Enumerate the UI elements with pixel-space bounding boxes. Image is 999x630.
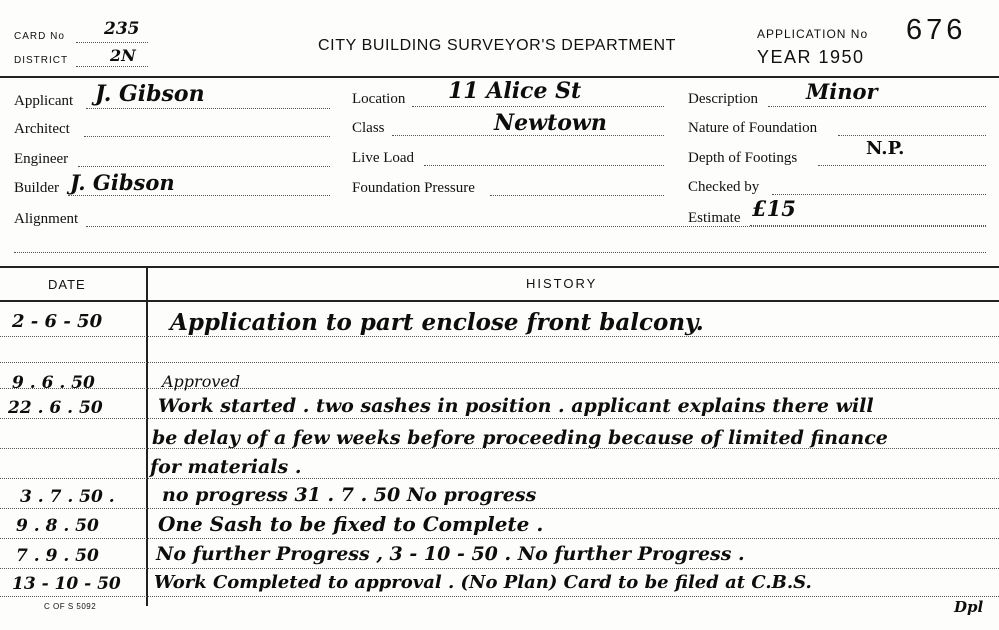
applicant-value: J. Gibson — [95, 81, 205, 107]
history-date: 2 - 6 - 50 — [12, 311, 103, 332]
location-value: 11 Alice St — [448, 78, 582, 104]
nature-of-foundation-label: Nature of Foundation — [688, 120, 818, 136]
application-no-label: APPLICATION No — [757, 27, 869, 41]
history-text: Work started . two sashes in position . applicant explains there will — [158, 395, 874, 417]
year-label: YEAR 1950 — [757, 47, 865, 67]
history-column-header: HISTORY — [526, 276, 598, 291]
depth-of-footings-value: N.P. — [866, 138, 905, 159]
foundation-pressure-label: Foundation Pressure — [352, 180, 475, 196]
department-title: CITY BUILDING SURVEYOR'S DEPARTMENT — [318, 37, 677, 54]
clerk-initials: Dpl — [954, 598, 984, 616]
location-label: Location — [352, 91, 406, 107]
description-label: Description — [688, 91, 758, 107]
card-no-label: CARD No — [14, 31, 65, 42]
history-text: One Sash to be fixed to Complete . — [158, 512, 544, 536]
application-no-value: 676 — [906, 14, 967, 46]
alignment-label: Alignment — [14, 211, 79, 227]
engineer-label: Engineer — [14, 151, 69, 167]
history-date: 13 - 10 - 50 — [12, 574, 121, 594]
history-top-rule — [0, 266, 999, 268]
builder-value: J. Gibson — [70, 170, 175, 195]
history-date: 9 . 6 . 50 — [12, 373, 95, 393]
date-column-divider — [146, 266, 148, 606]
district-value: 2N — [110, 46, 136, 65]
history-text: no progress 31 . 7 . 50 No progress — [162, 484, 537, 506]
live-load-label: Live Load — [352, 150, 415, 166]
estimate-value: £15 — [752, 196, 796, 221]
history-text: No further Progress , 3 - 10 - 50 . No further Progress . — [156, 543, 745, 565]
date-column-header: DATE — [48, 277, 86, 292]
history-date: 7 . 9 . 50 — [16, 546, 99, 566]
card-no-value: 235 — [104, 19, 140, 39]
history-text: Work Completed to approval . (No Plan) Card to be filed at C.B.S. — [154, 572, 812, 593]
estimate-label: Estimate — [688, 210, 741, 226]
history-header-rule — [0, 300, 999, 302]
history-text: Approved — [162, 372, 241, 391]
checked-by-label: Checked by — [688, 179, 760, 195]
class-value: Newtown — [494, 110, 607, 136]
depth-of-footings-label: Depth of Footings — [688, 150, 798, 166]
history-text: for materials . — [150, 456, 302, 478]
history-date: 9 . 8 . 50 — [16, 516, 99, 536]
description-value: Minor — [806, 79, 878, 104]
history-text: be delay of a few weeks before proceeding because of limited finance — [152, 427, 888, 449]
class-label: Class — [352, 120, 385, 136]
builder-label: Builder — [14, 180, 59, 196]
applicant-label: Applicant — [14, 93, 74, 109]
architect-label: Architect — [14, 121, 70, 137]
history-text: Application to part enclose front balcony. — [170, 309, 704, 336]
history-date: 3 . 7 . 50 . — [20, 487, 115, 507]
history-date: 22 . 6 . 50 — [8, 398, 103, 418]
district-label: DISTRICT — [14, 55, 69, 66]
form-code: C OF S 5092 — [44, 602, 97, 611]
